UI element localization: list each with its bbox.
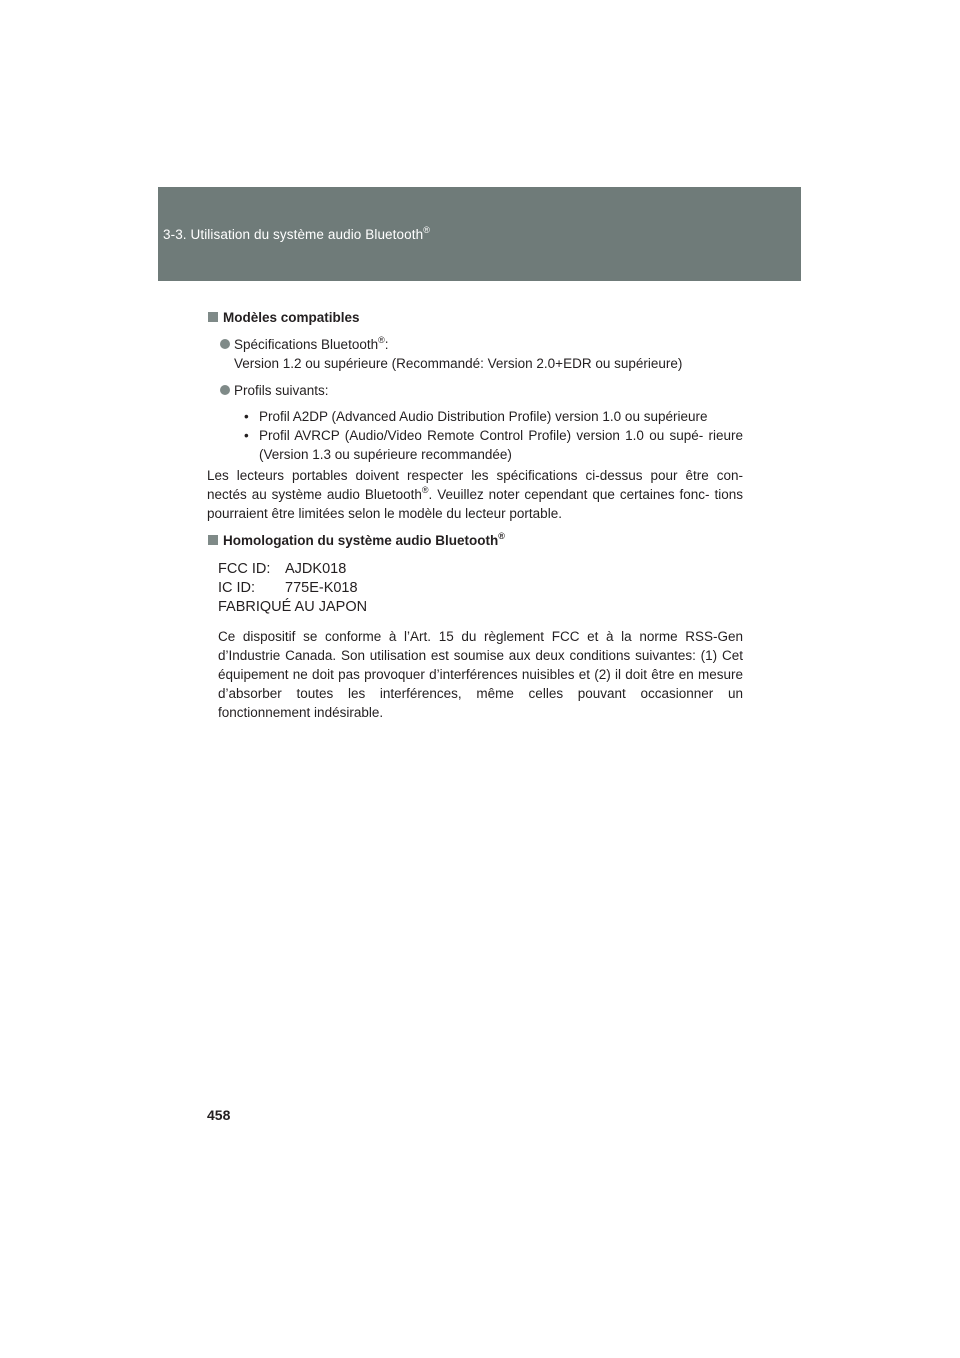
profile-a2dp: • Profil A2DP (Advanced Audio Distribution Profile) version 1.0 ou supérieure xyxy=(244,409,708,424)
bluetooth-spec-version: Version 1.2 ou supérieure (Recommandé: Version 2.0+EDR ou supérieure) xyxy=(234,356,683,371)
ic-id-row xyxy=(218,579,743,598)
square-bullet-icon xyxy=(208,535,218,545)
homologation-block xyxy=(207,560,743,722)
section-title: 3-3. Utilisation du système audio Bluetooth® xyxy=(163,225,430,242)
fcc-id-label: FCC ID: xyxy=(218,561,271,577)
section-header-bar xyxy=(158,187,801,281)
compliance-statement: Ce dispositif se conforme à l’Art. 15 du règlement FCC et à la norme RSS-Gen d’Industrie Canada. Son utilisation est soumise aux deux conditions suivantes: (1) Cet équipement ne doit pas provoquer d’interférences nuisibles et (2) il doit être en mesure d’absorber toutes les interférences, même celles pouvant occasionner un fonctionnement indésirable. xyxy=(218,629,743,720)
page-number: 458 xyxy=(207,1107,231,1123)
fcc-id-row xyxy=(218,560,743,579)
bluetooth-spec-item: Spécifications Bluetooth®: Version 1.2 ou supérieure (Recommandé: Version 2.0+EDR ou supérieure) xyxy=(207,335,743,373)
compatible-models-heading: Modèles compatibles xyxy=(207,308,743,327)
ic-id-value: 775E-K018 xyxy=(285,580,358,596)
homologation-heading: Homologation du système audio Bluetooth® xyxy=(207,531,743,550)
fcc-id-value: AJDK018 xyxy=(285,561,347,577)
profiles-list xyxy=(207,407,743,464)
circle-bullet-icon xyxy=(220,385,230,395)
registered-mark: ® xyxy=(423,225,430,235)
profiles-item: Profils suivants: xyxy=(207,381,743,400)
circle-bullet-icon xyxy=(220,339,230,349)
made-in-label: FABRIQUÉ AU JAPON xyxy=(218,599,368,615)
portable-player-note: Les lecteurs portables doivent respecter les spécifications ci-dessus pour être con- nectés au système audio Bluetooth®. Veuillez noter cependant que certaines fonc- tions pourraient être limitées selon le modèle du lecteur portable. xyxy=(207,468,743,521)
dot-bullet-icon: • xyxy=(244,409,249,424)
page-content xyxy=(207,308,743,730)
ic-id-label: IC ID: xyxy=(218,580,256,596)
profile-avrcp: • Profil AVRCP (Audio/Video Remote Control Profile) version 1.0 ou supé- rieure (Version 1.3 ou supérieure recommandée) xyxy=(244,428,743,462)
id-block xyxy=(218,560,743,617)
dot-bullet-icon: • xyxy=(244,428,249,443)
square-bullet-icon xyxy=(208,312,218,322)
